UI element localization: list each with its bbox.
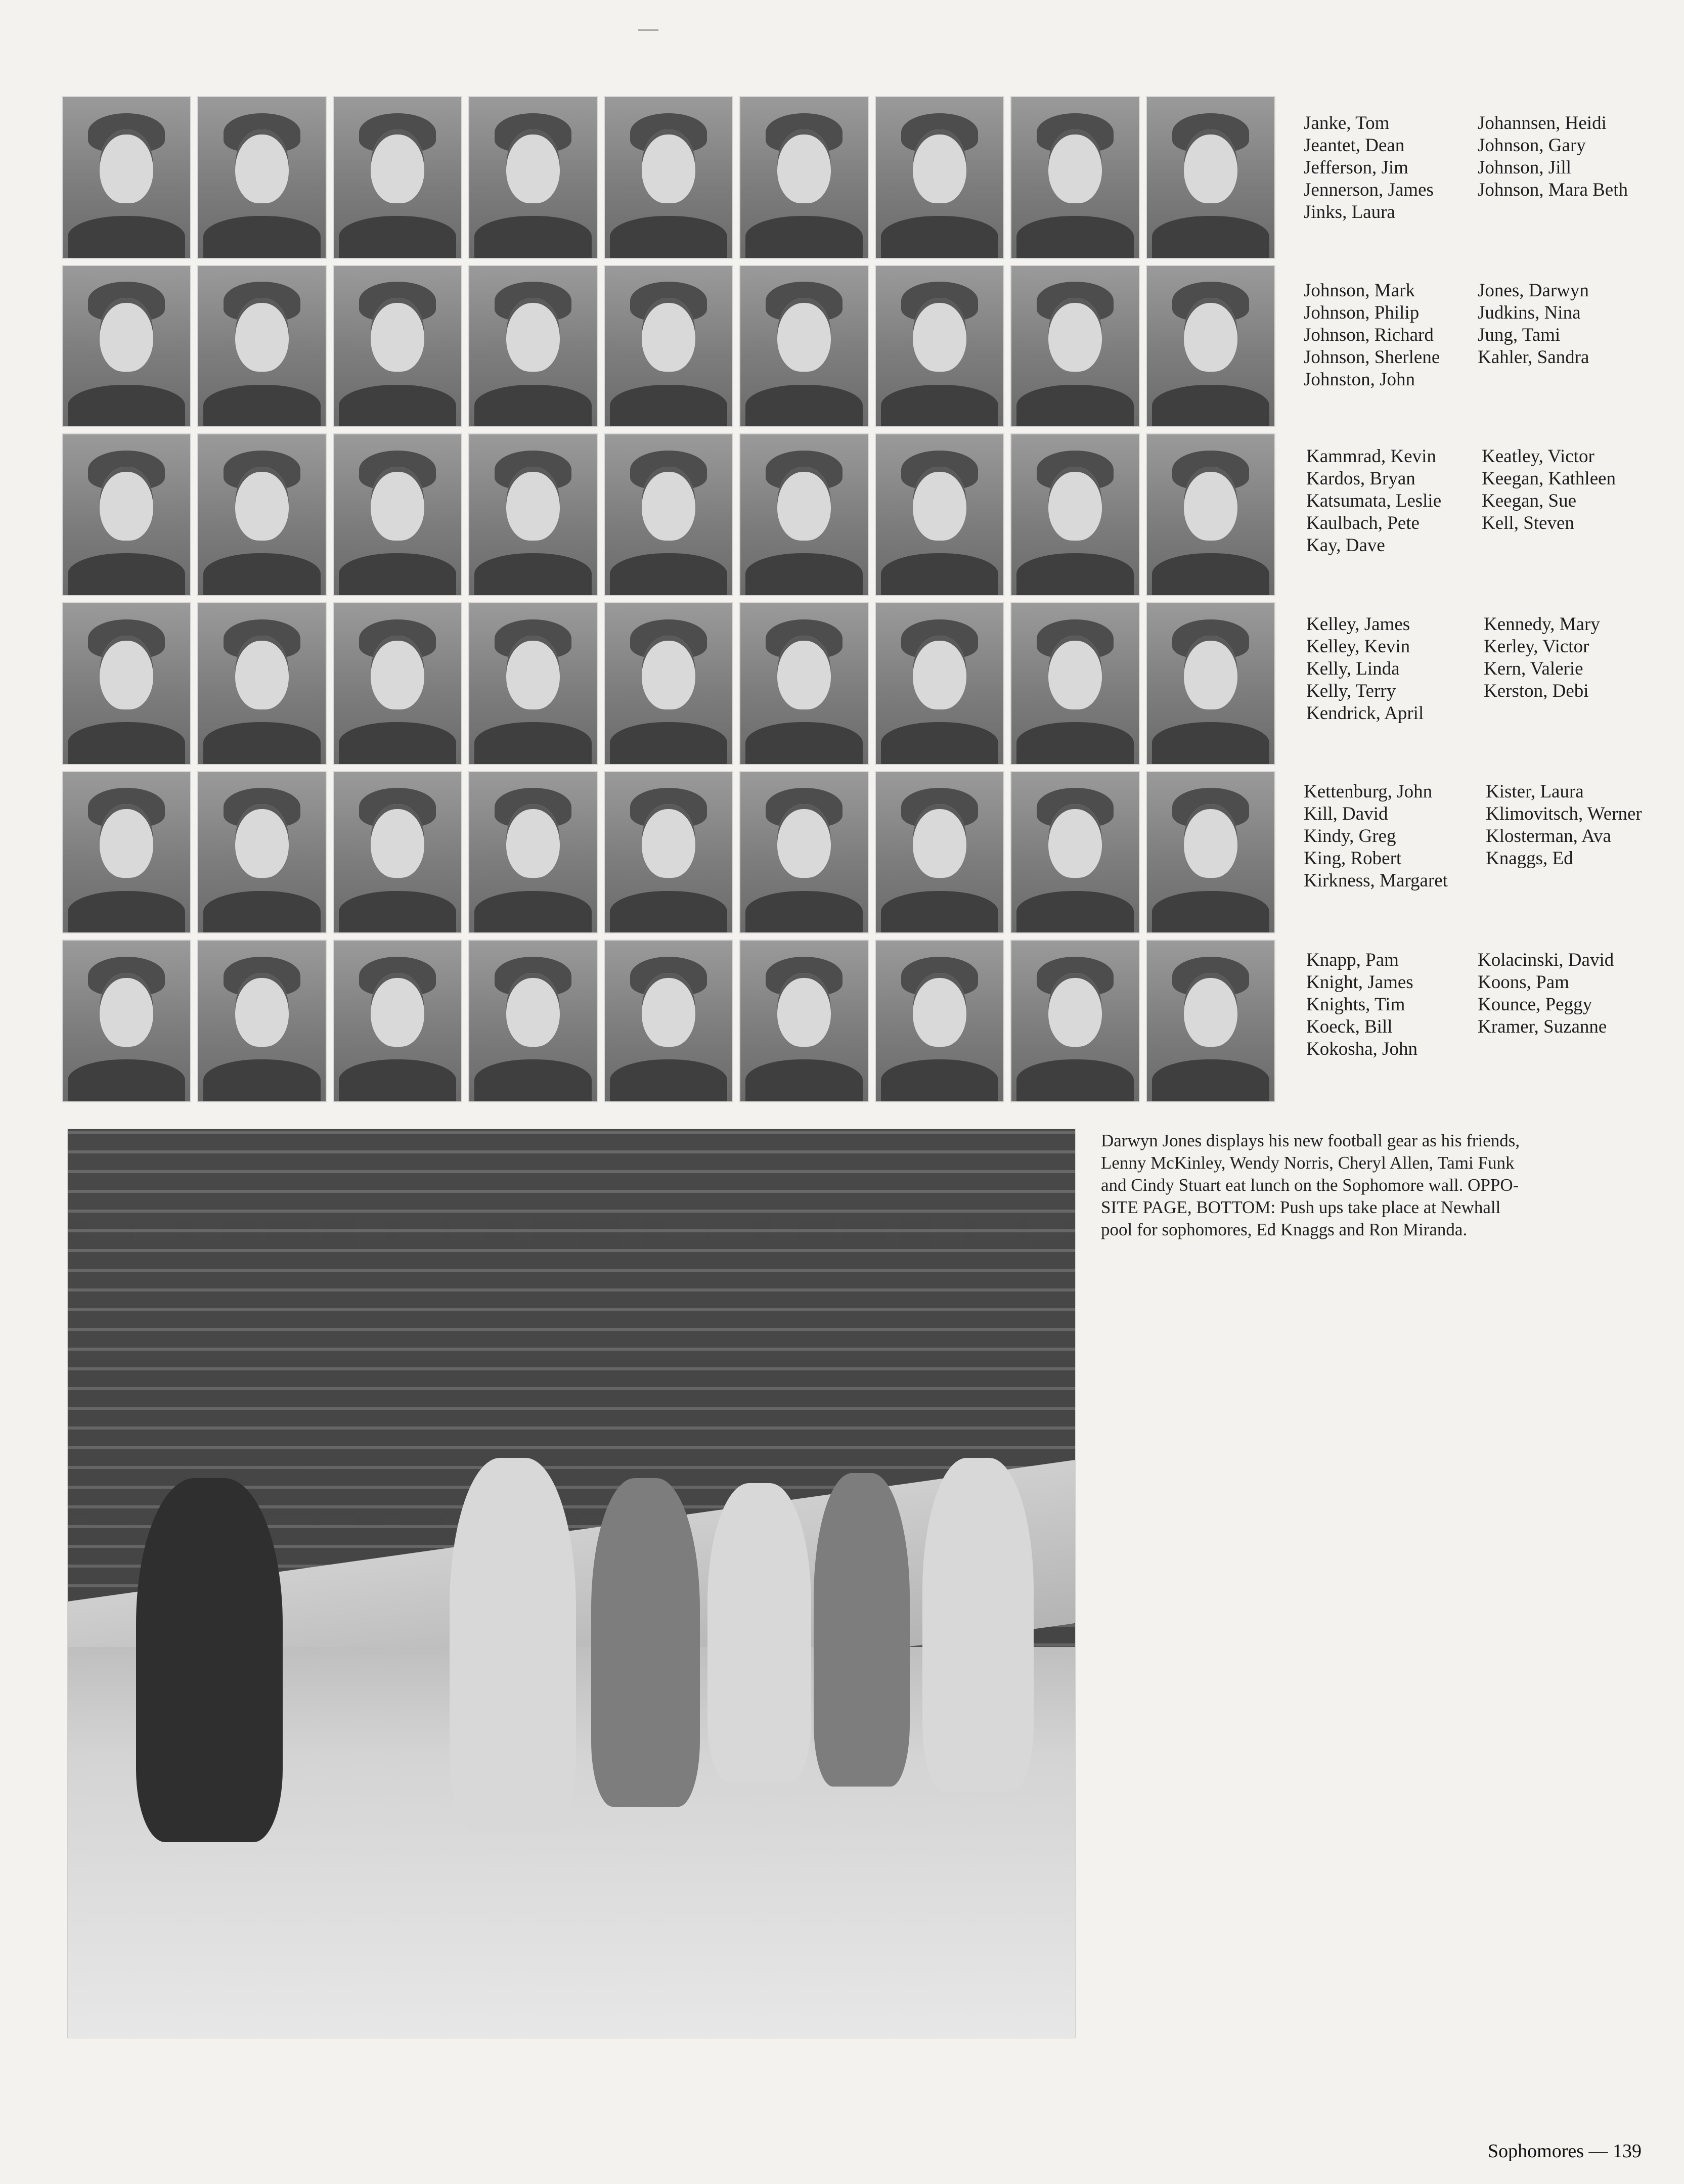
portrait-photo (62, 265, 191, 428)
portrait-photo (1146, 433, 1275, 596)
portrait-photo (1146, 771, 1275, 934)
portrait-photo (739, 771, 869, 934)
student-name: King, Robert (1304, 848, 1402, 869)
student-name: Kern, Valerie (1484, 658, 1583, 679)
roster-row-5-right (1486, 781, 1642, 870)
photo-caption: Darwyn Jones displays his new football gear as his friends, Lenny McKinley, Wendy Norris, Cheryl Allen, Tami Funk and Cindy Stuart eat lunch on the Sophomore wall. OPPO- SITE PAGE, BOTTOM: Push ups take place at Newhall pool for sophomores, Ed Knaggs and Ron Miranda. (1101, 1131, 1520, 1239)
portrait-photo (468, 265, 598, 428)
portrait-photo (1010, 265, 1140, 428)
student-name: Jefferson, Jim (1304, 157, 1408, 178)
student-name: Jennerson, James (1304, 180, 1434, 200)
student-name: Knaggs, Ed (1486, 848, 1573, 869)
student-name: Knapp, Pam (1306, 950, 1399, 970)
portrait-photo (739, 433, 869, 596)
portrait-photo (1010, 433, 1140, 596)
student-name: Kindy, Greg (1304, 826, 1396, 846)
student-name: Kokosha, John (1306, 1039, 1417, 1059)
portrait-photo (875, 265, 1004, 428)
student-name: Kelly, Terry (1306, 681, 1396, 701)
portrait-photo (604, 602, 733, 765)
student-name: Kister, Laura (1486, 781, 1584, 802)
student-name: Keatley, Victor (1482, 446, 1594, 467)
roster-row-5-left (1304, 781, 1448, 892)
student-name: Johnson, Mara Beth (1478, 180, 1628, 200)
portrait-photo (604, 771, 733, 934)
student-figure (450, 1458, 576, 1832)
roster-row-1-left (1304, 112, 1434, 224)
roster-row-2-left (1304, 280, 1440, 391)
student-figure (922, 1458, 1034, 1792)
student-name: Kennedy, Mary (1484, 614, 1600, 635)
student-name: Janke, Tom (1304, 113, 1390, 133)
student-name: Keegan, Kathleen (1482, 468, 1616, 489)
student-name: Knight, James (1306, 972, 1413, 993)
roster-row-4-right (1484, 613, 1600, 702)
student-name: Judkins, Nina (1478, 302, 1581, 323)
candid-photo (67, 1129, 1076, 2038)
portrait-photo (739, 265, 869, 428)
portrait-photo (333, 602, 462, 765)
student-figure (136, 1478, 283, 1842)
portrait-photo (197, 602, 327, 765)
portrait-photo (62, 433, 191, 596)
portrait-photo (604, 96, 733, 259)
portrait-photo (468, 96, 598, 259)
student-name: Kelley, Kevin (1306, 636, 1410, 657)
portrait-photo (875, 433, 1004, 596)
student-name: Kerley, Victor (1484, 636, 1589, 657)
student-name: Knights, Tim (1306, 994, 1405, 1015)
student-name: Keegan, Sue (1482, 491, 1576, 511)
student-name: Johnson, Philip (1304, 302, 1420, 323)
roster-row-2-right (1478, 280, 1589, 369)
student-name: Kirkness, Margaret (1304, 870, 1448, 891)
student-name: Johannsen, Heidi (1478, 113, 1607, 133)
student-name: Kammrad, Kevin (1306, 446, 1436, 467)
student-name: Koeck, Bill (1306, 1016, 1393, 1037)
portrait-photo (468, 602, 598, 765)
student-name: Jeantet, Dean (1304, 135, 1405, 156)
portrait-photo (604, 940, 733, 1102)
portrait-photo (875, 96, 1004, 259)
page-mark (638, 29, 658, 31)
student-name: Jinks, Laura (1304, 202, 1395, 222)
student-name: Koons, Pam (1478, 972, 1569, 993)
portrait-photo (739, 602, 869, 765)
portrait-photo (604, 433, 733, 596)
student-name: Kahler, Sandra (1478, 347, 1589, 368)
portrait-photo (604, 265, 733, 428)
roster-row-6-right (1478, 949, 1614, 1038)
portrait-photo (1146, 96, 1275, 259)
student-name: Kell, Steven (1482, 513, 1574, 533)
student-name: Kerston, Debi (1484, 681, 1589, 701)
student-name: Kendrick, April (1306, 703, 1424, 724)
student-name: Klosterman, Ava (1486, 826, 1611, 846)
student-name: Kardos, Bryan (1306, 468, 1415, 489)
portrait-photo (739, 940, 869, 1102)
student-name: Kaulbach, Pete (1306, 513, 1420, 533)
portrait-photo (468, 771, 598, 934)
portrait-photo (1010, 940, 1140, 1102)
student-name: Kelly, Linda (1306, 658, 1400, 679)
roster-row-4-left (1306, 613, 1424, 725)
portrait-photo (875, 771, 1004, 934)
roster-row-1-right (1478, 112, 1628, 201)
portrait-photo (468, 940, 598, 1102)
student-name: Johnson, Richard (1304, 325, 1434, 345)
portrait-photo (197, 433, 327, 596)
portrait-photo (197, 265, 327, 428)
portrait-photo (739, 96, 869, 259)
student-name: Johnson, Gary (1478, 135, 1586, 156)
portrait-photo (1010, 96, 1140, 259)
portrait-photo (197, 771, 327, 934)
portrait-photo (62, 771, 191, 934)
student-name: Johnson, Sherlene (1304, 347, 1440, 368)
portrait-photo (333, 265, 462, 428)
portrait-photo (333, 940, 462, 1102)
student-name: Katsumata, Leslie (1306, 491, 1442, 511)
page-footer: Sophomores — 139 (1488, 2141, 1642, 2162)
portrait-photo (875, 602, 1004, 765)
student-name: Klimovitsch, Werner (1486, 804, 1642, 824)
student-name: Jung, Tami (1478, 325, 1561, 345)
portrait-photo (1146, 265, 1275, 428)
student-name: Kelley, James (1306, 614, 1410, 635)
student-figure (591, 1478, 700, 1807)
student-name: Johnston, John (1304, 369, 1415, 390)
student-name: Kill, David (1304, 804, 1388, 824)
student-name: Kounce, Peggy (1478, 994, 1592, 1015)
student-name: Jones, Darwyn (1478, 280, 1589, 301)
portrait-photo (62, 96, 191, 259)
portrait-photo (197, 940, 327, 1102)
portrait-photo (333, 96, 462, 259)
roster-row-3-right (1482, 445, 1616, 534)
portrait-photo (468, 433, 598, 596)
roster-row-3-left (1306, 445, 1441, 557)
student-name: Kettenburg, John (1304, 781, 1433, 802)
student-name: Kramer, Suzanne (1478, 1016, 1607, 1037)
portrait-photo (62, 602, 191, 765)
student-name: Kay, Dave (1306, 535, 1385, 556)
student-name: Johnson, Jill (1478, 157, 1572, 178)
portrait-photo (333, 433, 462, 596)
portrait-photo (1010, 602, 1140, 765)
portrait-photo (197, 96, 327, 259)
portrait-photo (1146, 940, 1275, 1102)
student-name: Johnson, Mark (1304, 280, 1415, 301)
portrait-photo (333, 771, 462, 934)
portrait-grid (62, 96, 1275, 1102)
student-figure (814, 1473, 910, 1787)
student-name: Kolacinski, David (1478, 950, 1614, 970)
portrait-photo (62, 940, 191, 1102)
portrait-photo (875, 940, 1004, 1102)
portrait-photo (1010, 771, 1140, 934)
student-figure (707, 1483, 811, 1781)
roster-row-6-left (1306, 949, 1417, 1060)
portrait-photo (1146, 602, 1275, 765)
